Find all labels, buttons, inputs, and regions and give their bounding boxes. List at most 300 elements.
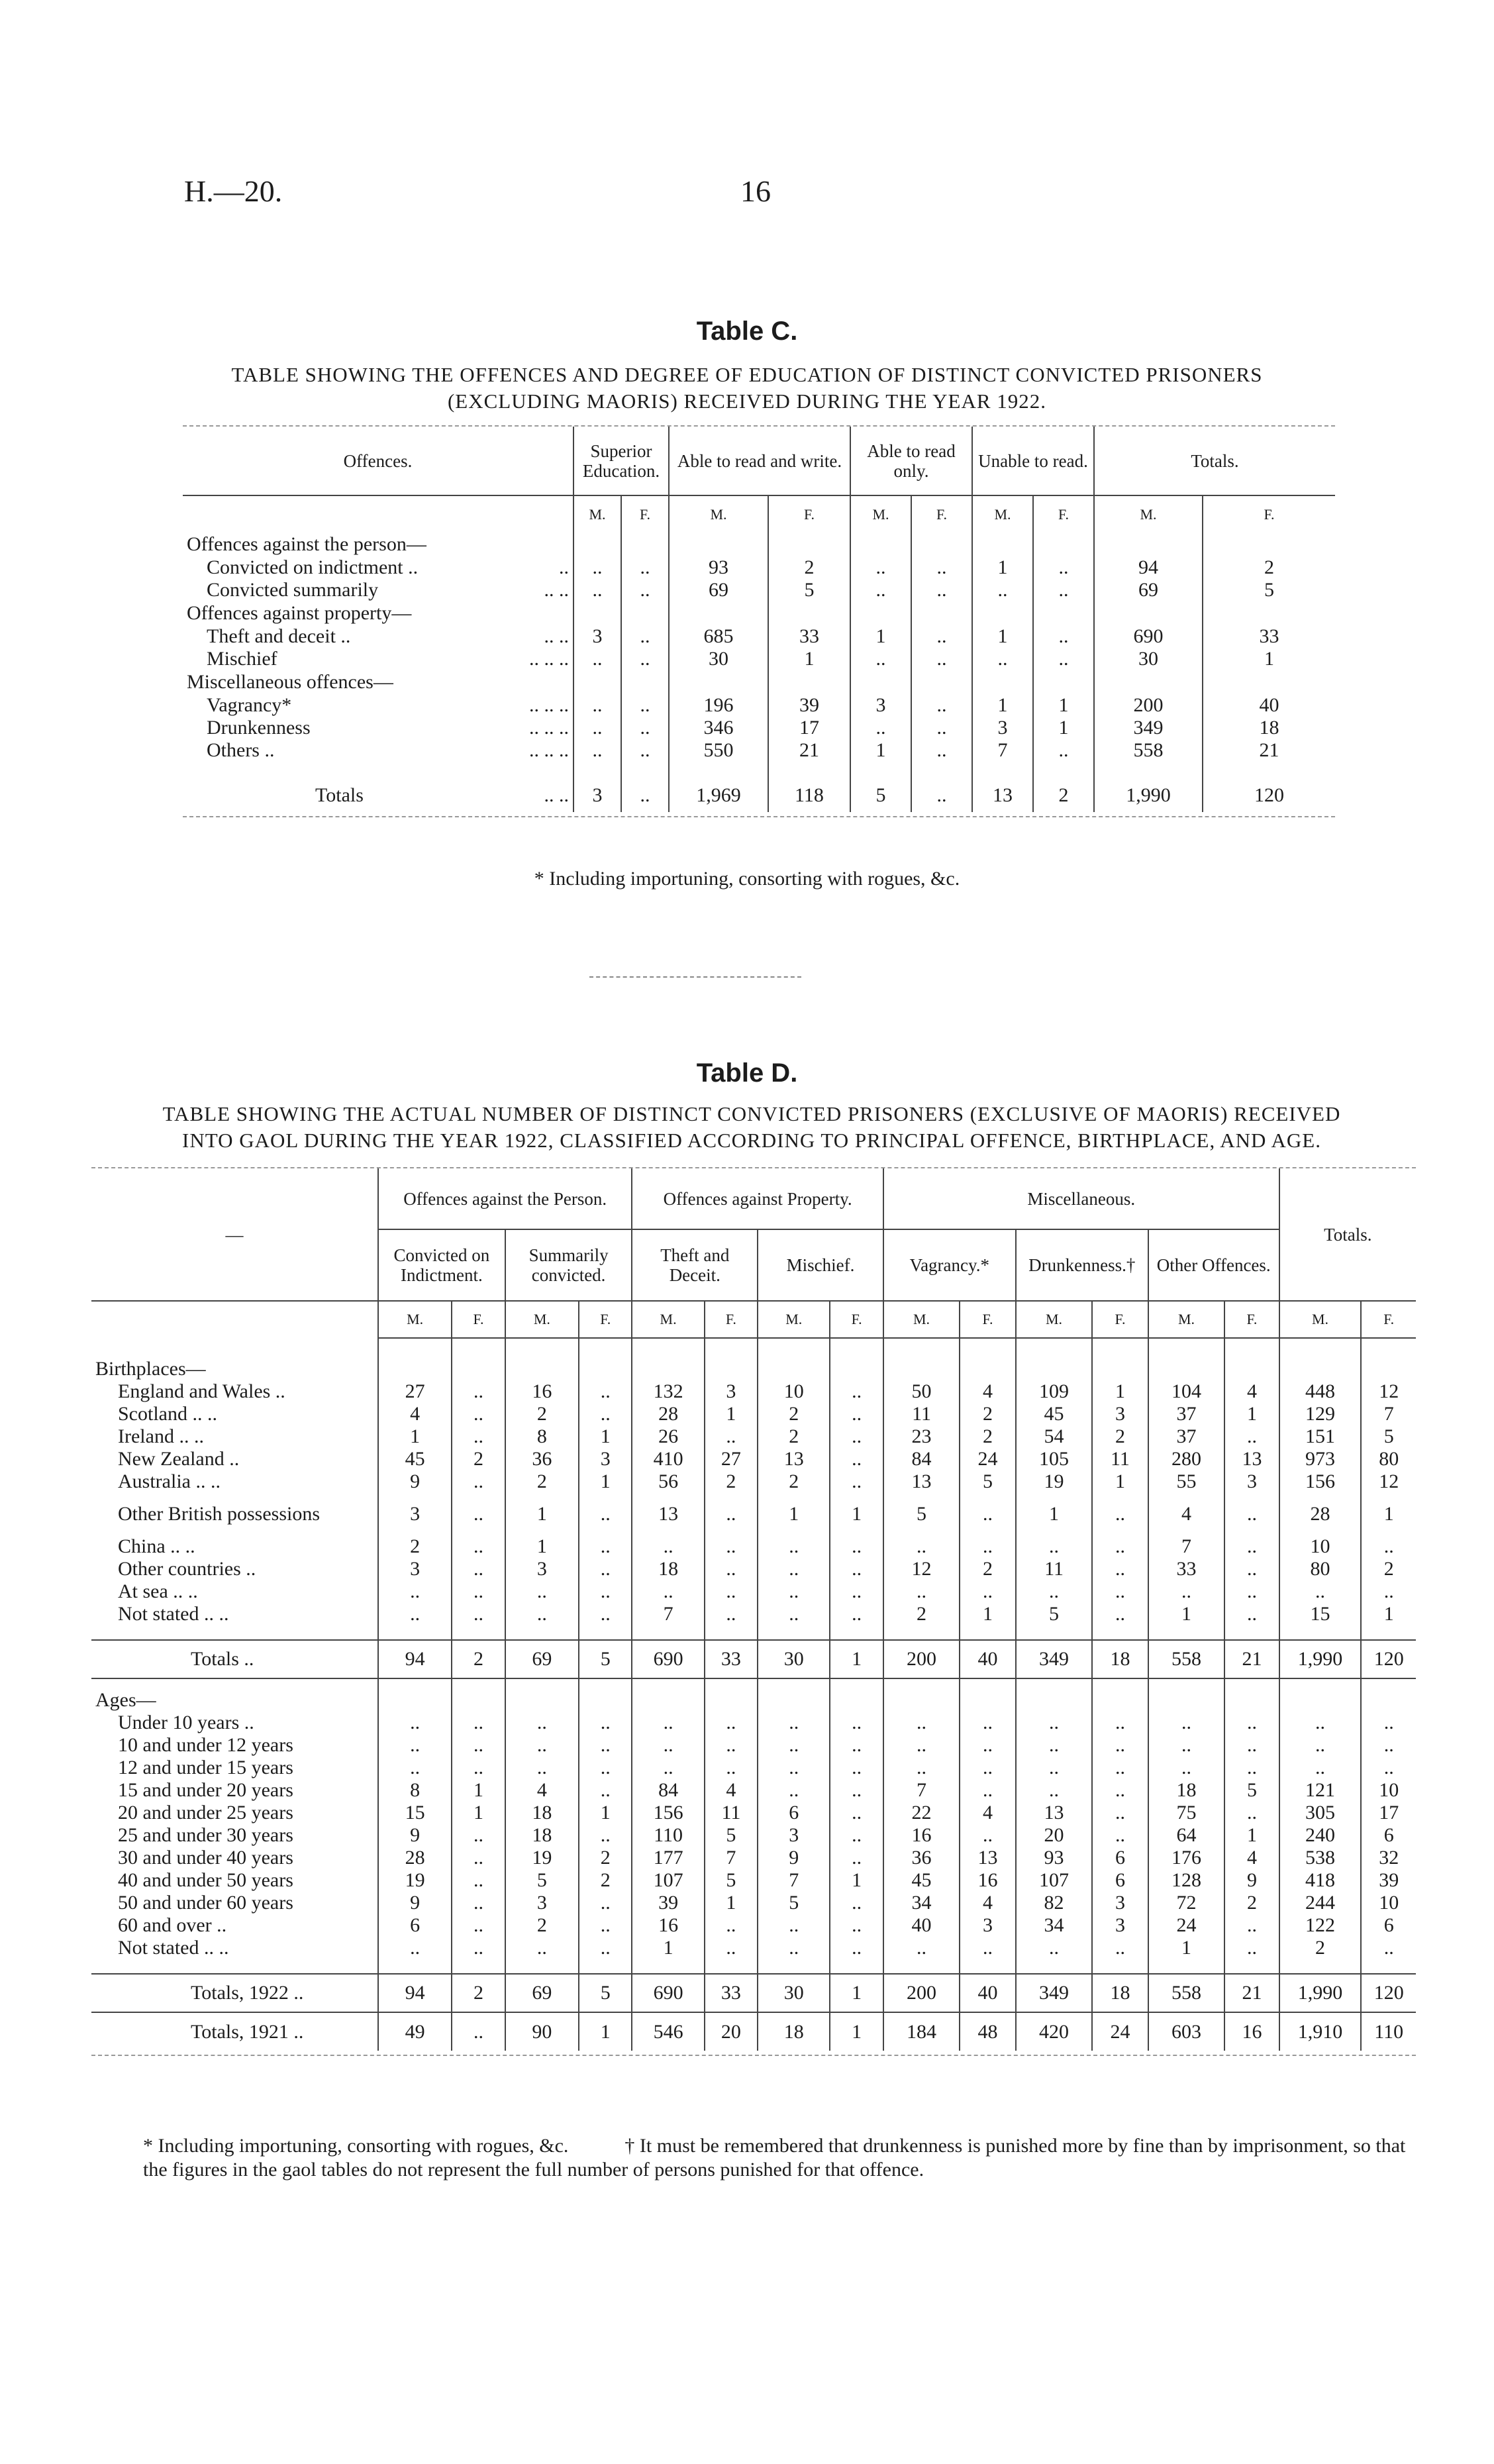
table-c-spacer-cell xyxy=(1094,762,1203,779)
table-c-totals-label-text: Totals xyxy=(315,784,364,806)
table-d-header-misc: Miscellaneous. xyxy=(883,1168,1279,1229)
table-d-cell: 1 xyxy=(830,1869,883,1892)
table-d-cell: 11 xyxy=(883,1403,960,1425)
table-d-cell: .. xyxy=(830,1425,883,1448)
table-d-cell: 2 xyxy=(960,1558,1016,1580)
table-d-cell: 104 xyxy=(1148,1380,1224,1403)
table-d-spacer-cell xyxy=(91,1678,378,1689)
table-d-cell: .. xyxy=(579,1734,632,1757)
table-d-row-label: Under 10 years .. xyxy=(118,1712,254,1733)
table-d-cell: .. xyxy=(830,1914,883,1937)
table-d-cell: .. xyxy=(883,1757,960,1779)
table-d-spacer-cell xyxy=(960,1959,1016,1974)
table-d-cell: .. xyxy=(452,1580,505,1603)
table-c-cell: .. xyxy=(850,717,911,739)
table-c-cell-blank xyxy=(911,533,972,556)
table-d-cell: .. xyxy=(705,1712,758,1734)
table-c-cell-blank xyxy=(1094,601,1203,625)
table-d-cell: .. xyxy=(452,1470,505,1493)
table-c-row-label-text: Convicted summarily xyxy=(207,579,379,601)
table-d-cell: 37 xyxy=(1148,1425,1224,1448)
table-d-cell: .. xyxy=(1092,1779,1148,1802)
table-d-cell: 24 xyxy=(960,1448,1016,1470)
table-d-cell: .. xyxy=(452,1847,505,1869)
table-d-cell: 1 xyxy=(830,1493,883,1535)
table-d-cell: 75 xyxy=(1148,1802,1224,1824)
table-d-cell: 10 xyxy=(1279,1535,1362,1558)
table-c-cell-blank xyxy=(573,601,621,625)
table-d-cell: .. xyxy=(378,1734,452,1757)
table-c-cell: 18 xyxy=(1203,717,1335,739)
table-d-cell-blank xyxy=(1224,1358,1279,1380)
table-d-cell: 94 xyxy=(378,1640,452,1678)
table-d-cell: 54 xyxy=(1016,1425,1092,1448)
table-d-cell: .. xyxy=(830,1734,883,1757)
table-d-age-row xyxy=(91,1712,1416,1734)
table-c-cell: .. xyxy=(1033,556,1094,579)
table-d-cell-blank xyxy=(1361,1689,1416,1712)
table-d-cell: .. xyxy=(705,1603,758,1625)
table-d-birth-row xyxy=(91,1558,1416,1580)
table-d-cell: 24 xyxy=(1148,1914,1224,1937)
table-c-footnote: * Including importuning, consorting with rogues, &c. xyxy=(534,868,960,890)
table-d-age-row xyxy=(91,1869,1416,1892)
table-d-cell: 1 xyxy=(579,2012,632,2051)
table-d-cell: .. xyxy=(579,1937,632,1959)
table-c-group-name: Offences against the person— xyxy=(187,533,426,555)
table-d-mf-label: F. xyxy=(830,1301,883,1338)
table-d-cell: 16 xyxy=(883,1824,960,1847)
table-d-cell: .. xyxy=(579,1603,632,1625)
table-c-total-cell: 5 xyxy=(850,779,911,812)
table-d-cell: 2 xyxy=(452,1974,505,2012)
table-d-cell: 21 xyxy=(1224,1974,1279,2012)
table-d-cell: 7 xyxy=(1361,1403,1416,1425)
table-c-cell: 1 xyxy=(972,694,1033,717)
table-d-cell: 12 xyxy=(883,1558,960,1580)
table-d-cell: 4 xyxy=(960,1802,1016,1824)
table-d-cell: .. xyxy=(883,1535,960,1558)
table-d-cell: .. xyxy=(1224,1558,1279,1580)
table-d-cell: .. xyxy=(1092,1734,1148,1757)
table-d-spacer-cell xyxy=(1092,1625,1148,1640)
table-d-cell: 2 xyxy=(758,1470,830,1493)
table-d-sub-mischief: Mischief. xyxy=(758,1229,883,1301)
table-d-spacer-cell xyxy=(1361,1338,1416,1358)
table-d-cell: .. xyxy=(505,1937,579,1959)
table-d-cell: .. xyxy=(579,1757,632,1779)
table-d-cell: 4 xyxy=(960,1892,1016,1914)
table-c-cell: 1 xyxy=(972,556,1033,579)
table-d-cell-blank xyxy=(505,1689,579,1712)
table-d-cell: 107 xyxy=(632,1869,704,1892)
table-d-cell: 2 xyxy=(452,1448,505,1470)
table-d-cell: 2 xyxy=(1361,1558,1416,1580)
table-d-spacer-cell xyxy=(705,1625,758,1640)
table-d-cell: .. xyxy=(579,1779,632,1802)
table-d-cell-blank xyxy=(452,1689,505,1712)
table-d-cell: .. xyxy=(758,1558,830,1580)
table-c-cell-blank xyxy=(768,670,850,694)
table-c-cell-blank xyxy=(972,601,1033,625)
table-d-cell: .. xyxy=(758,1757,830,1779)
table-d-cell: 7 xyxy=(705,1847,758,1869)
table-d-mf-label: M. xyxy=(1016,1301,1092,1338)
table-d-cell: .. xyxy=(960,1712,1016,1734)
table-d-cell: 34 xyxy=(883,1892,960,1914)
table-d-cell: .. xyxy=(705,1535,758,1558)
table-c-cell: 93 xyxy=(669,556,768,579)
table-d-cell: 19 xyxy=(1016,1470,1092,1493)
table-d-cell: 5 xyxy=(1016,1603,1092,1625)
table-d-cell: 973 xyxy=(1279,1448,1362,1470)
table-d-cell: 20 xyxy=(1016,1824,1092,1847)
table-d-cell: .. xyxy=(1224,1937,1279,1959)
table-d-sub-drunkenness: Drunkenness.† xyxy=(1016,1229,1148,1301)
table-d-cell: 18 xyxy=(632,1558,704,1580)
table-c-cell: .. xyxy=(573,694,621,717)
table-d-cell: 32 xyxy=(1361,1847,1416,1869)
table-d-cell: .. xyxy=(505,1734,579,1757)
table-d-cell: .. xyxy=(1361,1937,1416,1959)
table-d-cell: 3 xyxy=(378,1558,452,1580)
table-d-cell: 1 xyxy=(632,1937,704,1959)
table-d-cell: 36 xyxy=(883,1847,960,1869)
table-d-spacer-cell xyxy=(1279,1338,1362,1358)
table-d-spacer-cell xyxy=(1279,1678,1362,1689)
table-d-spacer-cell xyxy=(452,1625,505,1640)
table-c-cell-blank xyxy=(850,670,911,694)
table-c-cell-blank xyxy=(1203,601,1335,625)
table-c-cell: 40 xyxy=(1203,694,1335,717)
table-d-cell: 80 xyxy=(1361,1448,1416,1470)
table-d-sub-summarily: Summarily convicted. xyxy=(505,1229,632,1301)
table-d-cell: .. xyxy=(378,1603,452,1625)
table-d-cell: .. xyxy=(758,1603,830,1625)
table-d-cell: .. xyxy=(378,1580,452,1603)
table-d-cell: .. xyxy=(1224,1914,1279,1937)
table-d-cell: 9 xyxy=(378,1824,452,1847)
table-d-cell: 90 xyxy=(505,2012,579,2051)
table-d-cell: 3 xyxy=(705,1380,758,1403)
table-c-spacer-cell xyxy=(850,762,911,779)
table-d-mf-label: M. xyxy=(505,1301,579,1338)
table-c-cell: .. xyxy=(621,579,669,601)
table-d-cell: .. xyxy=(452,2012,505,2051)
table-c-mf-label: F. xyxy=(621,495,669,533)
table-c-total-cell: 13 xyxy=(972,779,1033,812)
table-d-cell: .. xyxy=(1148,1712,1224,1734)
table-c-cell: 21 xyxy=(768,739,850,762)
table-d-cell: .. xyxy=(452,1603,505,1625)
table-c-row xyxy=(183,556,1335,579)
table-d-cell: .. xyxy=(1148,1580,1224,1603)
table-d-body xyxy=(91,1301,1416,2051)
table-c-cell: 558 xyxy=(1094,739,1203,762)
table-d-cell: 11 xyxy=(1092,1448,1148,1470)
table-d-spacer-cell xyxy=(1224,1338,1279,1358)
table-c-row-label-text: Mischief xyxy=(207,648,277,670)
table-d-cell: 11 xyxy=(705,1802,758,1824)
table-d-cell: 122 xyxy=(1279,1914,1362,1937)
table-c-cell-blank xyxy=(1033,601,1094,625)
table-d-section-title: Birthplaces— xyxy=(95,1358,206,1380)
table-c-cell-blank xyxy=(911,601,972,625)
table-d-cell: 4 xyxy=(505,1779,579,1802)
table-d-cell: .. xyxy=(1092,1802,1148,1824)
table-c-row xyxy=(183,625,1335,648)
table-d-cell: .. xyxy=(830,1824,883,1847)
table-c-spacer-cell xyxy=(669,762,768,779)
table-d-cell: 1 xyxy=(505,1493,579,1535)
table-d-cell: 3 xyxy=(1092,1914,1148,1937)
table-d-spacer-cell xyxy=(758,1338,830,1358)
table-d-cell: .. xyxy=(579,1914,632,1937)
table-d-cell: 2 xyxy=(452,1640,505,1678)
table-c-spacer-cell xyxy=(768,762,850,779)
table-d-cell: .. xyxy=(1361,1712,1416,1734)
table-d-cell: .. xyxy=(830,1847,883,1869)
table-d-cell: 18 xyxy=(1148,1779,1224,1802)
table-c-row-leader: .. xyxy=(559,556,569,578)
table-d-birth-totals-row xyxy=(91,1640,1416,1678)
table-c-cell-blank xyxy=(1094,533,1203,556)
table-c-cell-blank xyxy=(850,601,911,625)
table-d-cell: 45 xyxy=(883,1869,960,1892)
table-d-cell: .. xyxy=(452,1493,505,1535)
table-d-cell: .. xyxy=(1016,1757,1092,1779)
table-d-cell: 2 xyxy=(378,1535,452,1558)
table-d-cell: 128 xyxy=(1148,1869,1224,1892)
table-d-cell: .. xyxy=(1224,1493,1279,1535)
table-d-cell: 448 xyxy=(1279,1380,1362,1403)
table-c-spacer-cell xyxy=(621,762,669,779)
table-d-cell: 3 xyxy=(960,1914,1016,1937)
table-d-cell: 4 xyxy=(1148,1493,1224,1535)
table-d-mf-row xyxy=(91,1301,1416,1338)
table-d-row-label: 50 and under 60 years xyxy=(118,1892,293,1914)
table-d-cell: .. xyxy=(830,1580,883,1603)
table-d-section-title: Ages— xyxy=(95,1689,156,1711)
table-d-row-label: Australia .. .. xyxy=(118,1470,221,1492)
table-c-cell: .. xyxy=(911,694,972,717)
table-d-cell: 2 xyxy=(758,1403,830,1425)
table-d-spacer-cell xyxy=(378,1959,452,1974)
table-c-totals-row xyxy=(183,779,1335,812)
table-d-cell: 4 xyxy=(960,1380,1016,1403)
table-d-cell: 538 xyxy=(1279,1847,1362,1869)
table-d-cell: .. xyxy=(1224,1757,1279,1779)
table-d-spacer-cell xyxy=(1361,1959,1416,1974)
table-c-cell-blank xyxy=(669,601,768,625)
table-d-spacer-cell xyxy=(1016,1678,1092,1689)
table-c-spacer-cell xyxy=(1203,762,1335,779)
table-d-cell: 39 xyxy=(1361,1869,1416,1892)
table-c-cell: .. xyxy=(573,739,621,762)
table-d-cell: .. xyxy=(830,1470,883,1493)
table-d-cell: 6 xyxy=(1092,1847,1148,1869)
table-c-row xyxy=(183,579,1335,601)
table-d-spacer-cell xyxy=(830,1338,883,1358)
table-d-cell: .. xyxy=(758,1937,830,1959)
table-d-cell: 1 xyxy=(960,1603,1016,1625)
table-c-cell: .. xyxy=(850,579,911,601)
table-c-spacer-cell xyxy=(911,762,972,779)
table-d-cell: .. xyxy=(830,1448,883,1470)
table-d-cell: 9 xyxy=(758,1847,830,1869)
table-d-mf-blank xyxy=(91,1301,378,1338)
table-d-title: Table D. xyxy=(696,1058,798,1088)
table-c-row xyxy=(183,739,1335,762)
table-d-cell: 13 xyxy=(960,1847,1016,1869)
table-d-age-row xyxy=(91,1824,1416,1847)
table-d-cell: 2 xyxy=(758,1425,830,1448)
table-d-cell: 200 xyxy=(883,1974,960,2012)
table-d-cell: 107 xyxy=(1016,1869,1092,1892)
table-c-total-cell: .. xyxy=(621,779,669,812)
table-d-cell: 1 xyxy=(1224,1403,1279,1425)
table-d-section-row xyxy=(91,1358,1416,1380)
table-c-row-leader: .. .. xyxy=(544,625,569,647)
table-d-age-row xyxy=(91,1757,1416,1779)
table-d-cell: .. xyxy=(579,1580,632,1603)
table-d-section-row xyxy=(91,1689,1416,1712)
table-d-spacer-cell xyxy=(1148,1678,1224,1689)
table-d-birth-row xyxy=(91,1380,1416,1403)
table-d-cell: .. xyxy=(452,1937,505,1959)
table-c-row-label-text: Theft and deceit .. xyxy=(207,625,351,647)
table-c-cell: .. xyxy=(573,717,621,739)
table-d-cell: .. xyxy=(1361,1535,1416,1558)
table-d-cell: .. xyxy=(705,1580,758,1603)
table-d-mf-label: F. xyxy=(579,1301,632,1338)
table-d-cell: 4 xyxy=(378,1403,452,1425)
table-d-cell: .. xyxy=(1361,1580,1416,1603)
table-d-age-row xyxy=(91,1802,1416,1824)
table-c-total-cell: 2 xyxy=(1033,779,1094,812)
table-d-cell: .. xyxy=(830,1712,883,1734)
table-c-group-name: Offences against property— xyxy=(187,602,412,624)
table-d-cell: 16 xyxy=(632,1914,704,1937)
table-d-footnotes xyxy=(143,2134,1421,2182)
table-d-cell-blank xyxy=(1361,1358,1416,1380)
table-d-birth-row xyxy=(91,1535,1416,1558)
table-d-cell: .. xyxy=(1361,1734,1416,1757)
table-d-cell: 603 xyxy=(1148,2012,1224,2051)
table-c-cell: 1 xyxy=(1033,694,1094,717)
table-d-cell: 3 xyxy=(758,1824,830,1847)
table-d-cell-blank xyxy=(960,1689,1016,1712)
table-d-age-row xyxy=(91,1779,1416,1802)
table-c-row-label-text: Drunkenness xyxy=(207,717,311,739)
table-d-cell: 240 xyxy=(1279,1824,1362,1847)
table-d-cell: .. xyxy=(960,1734,1016,1757)
table-c-cell: .. xyxy=(911,625,972,648)
table-d-cell: .. xyxy=(830,1603,883,1625)
table-d-cell: .. xyxy=(1016,1937,1092,1959)
table-d-cell: 1 xyxy=(1224,1824,1279,1847)
table-d-cell: .. xyxy=(452,1757,505,1779)
table-d-cell: 11 xyxy=(1016,1558,1092,1580)
table-c-header-totals: Totals. xyxy=(1094,427,1335,495)
table-d-cell: 15 xyxy=(1279,1603,1362,1625)
table-c-cell: .. xyxy=(621,556,669,579)
table-d-grid xyxy=(91,1168,1416,2051)
table-c-row-label xyxy=(183,739,573,762)
table-c-cell: 349 xyxy=(1094,717,1203,739)
table-d-totals-1922-row xyxy=(91,1974,1416,2012)
table-d-row-label: At sea .. .. xyxy=(118,1580,198,1602)
table-d-cell-blank xyxy=(378,1358,452,1380)
table-d-row-label: New Zealand .. xyxy=(118,1448,240,1470)
table-d-cell: .. xyxy=(579,1535,632,1558)
table-d-cell-blank xyxy=(705,1358,758,1380)
table-d-spacer-cell xyxy=(452,1959,505,1974)
table-d-birth-row xyxy=(91,1470,1416,1493)
table-d-cell: 33 xyxy=(705,1640,758,1678)
table-d-cell: 55 xyxy=(1148,1470,1224,1493)
table-d-spacer-cell xyxy=(378,1678,452,1689)
table-c-cell: 1 xyxy=(972,625,1033,648)
table-c xyxy=(183,425,1335,817)
table-d-cell: .. xyxy=(758,1535,830,1558)
table-d-sub-theft: Theft and Deceit. xyxy=(632,1229,758,1301)
table-d-cell: .. xyxy=(505,1580,579,1603)
table-d-cell: 9 xyxy=(378,1470,452,1493)
table-d-cell: 69 xyxy=(505,1640,579,1678)
table-d-cell: .. xyxy=(579,1892,632,1914)
table-d-cell: 1 xyxy=(1361,1493,1416,1535)
table-d-cell: 4 xyxy=(1224,1847,1279,1869)
table-d-cell: 1 xyxy=(579,1470,632,1493)
table-c-cell: 690 xyxy=(1094,625,1203,648)
table-d-cell: .. xyxy=(960,1580,1016,1603)
table-d-cell: 21 xyxy=(1224,1640,1279,1678)
table-d-cell: .. xyxy=(505,1603,579,1625)
table-d-cell: 1 xyxy=(1148,1603,1224,1625)
table-d-cell: .. xyxy=(1224,1734,1279,1757)
table-d-cell: .. xyxy=(452,1869,505,1892)
table-c-cell: 33 xyxy=(1203,625,1335,648)
table-d-header-person: Offences against the Person. xyxy=(378,1168,632,1229)
table-d-cell: 13 xyxy=(1016,1802,1092,1824)
table-c-cell: 196 xyxy=(669,694,768,717)
table-c-row xyxy=(183,694,1335,717)
table-c-row-leader: .. .. .. xyxy=(529,648,569,670)
table-d-cell: 5 xyxy=(883,1493,960,1535)
table-c-title: Table C. xyxy=(696,317,798,346)
table-d-spacer-cell xyxy=(378,1338,452,1358)
table-c-body xyxy=(183,495,1335,812)
table-d-cell: 50 xyxy=(883,1380,960,1403)
table-d-row-label: 10 and under 12 years xyxy=(118,1734,293,1756)
table-c-row-leader: .. .. .. xyxy=(529,694,569,716)
table-d-cell: 5 xyxy=(1224,1779,1279,1802)
table-d-cell: .. xyxy=(1016,1535,1092,1558)
table-d-cell-blank xyxy=(1224,1689,1279,1712)
table-d-spacer-cell xyxy=(705,1338,758,1358)
table-d-cell-blank xyxy=(1148,1689,1224,1712)
table-c-row-label-text: Vagrancy* xyxy=(207,694,292,716)
table-d-totals-1921-row xyxy=(91,2012,1416,2051)
table-c-mf-label: M. xyxy=(850,495,911,533)
table-d-row-label: Other British possessions xyxy=(118,1503,321,1525)
document-reference: H.—20. xyxy=(184,174,283,208)
table-d-header-totals: Totals. xyxy=(1279,1168,1416,1301)
table-d-cell: .. xyxy=(452,1425,505,1448)
table-d-cell: 129 xyxy=(1279,1403,1362,1425)
table-d-cell: 45 xyxy=(1016,1403,1092,1425)
